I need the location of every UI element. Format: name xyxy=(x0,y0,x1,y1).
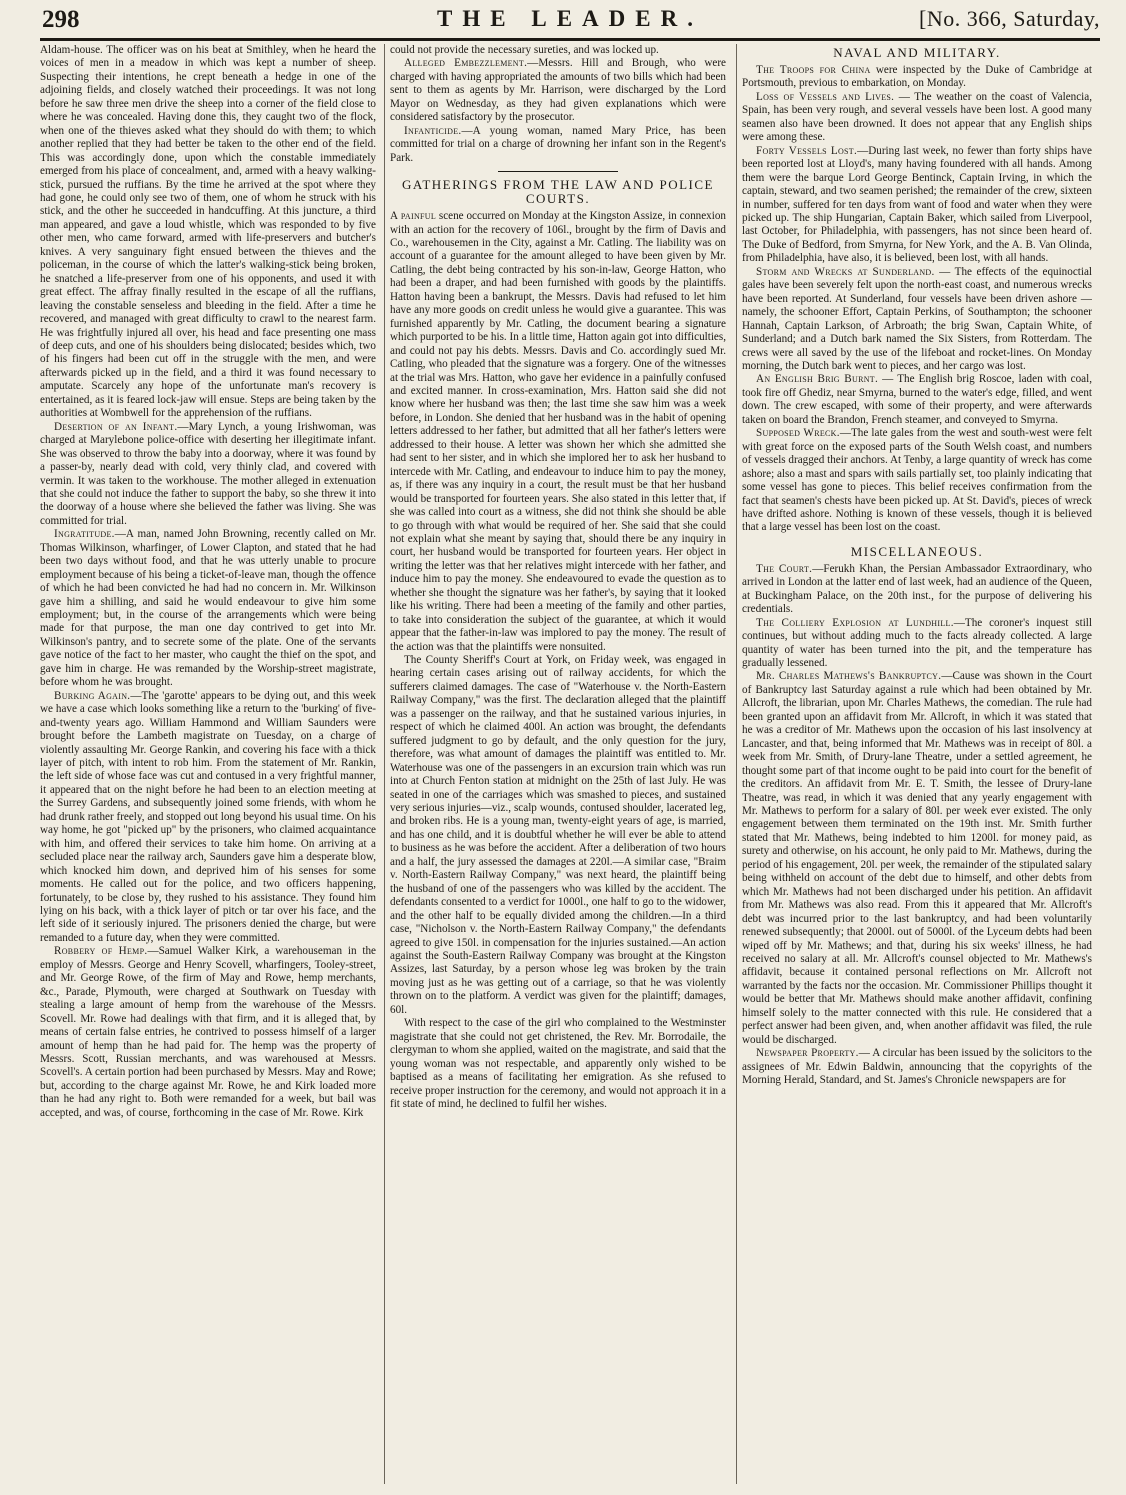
section-divider xyxy=(498,171,618,172)
article-text: —The 'garotte' appears to be dying out, and this week we have a case which looks something like a return to the 'burking' of five-and-twenty years ago. William Hammond and William Saunders were brought before the Lambeth magistrate on Tuesday, on a charge of violently assaulting Mr. George Rankin, and covering his face with a thick layer of pitch, with intent to rob him. From the statement of Mr. Rankin, the left side of whose face was cut and contused in a very frightful manner, it appeared that on the night before he had been to an election meeting at the Surrey Gardens, and subsequently joined some friends, with whom he had drunk rather freely, and stopped out long beyond his usual time. On his way home, he got "picked up" by the prisoners, who claimed acquaintance with him, and offered their services to take him home. On arriving at a secluded place near the railway arch, Saunders gave him a desperate blow, which knocked him down, and deprived him of his senses for some moments. He called out for the police, and two officers happening, fortunately, to be close by, they rushed to his assistance. They found him lying on his back, with a thick layer of pitch or tar over his face, and the left side of it seriously injured. The prisoners denied the charge, but were remanded to a future day, when they were committed. xyxy=(40,689,376,944)
article-lead: Loss of Vessels and Lives. xyxy=(756,90,895,103)
article-lead: Desertion of an Infant. xyxy=(54,420,178,433)
newspaper-title: THE LEADER. xyxy=(437,6,703,31)
article-paragraph xyxy=(40,528,376,689)
article-paragraph xyxy=(390,125,726,165)
column-3 xyxy=(742,44,1092,1484)
article-text: —The coroner's inquest still continues, but without adding much to the facts already collected. A large quantity of water has been turned into the pit, and the temperature has gradually lessened. xyxy=(742,616,1092,670)
article-lead: The Court. xyxy=(756,562,813,575)
article-paragraph xyxy=(390,57,726,124)
column-2 xyxy=(390,44,726,1484)
column-divider xyxy=(736,44,737,1484)
section-heading: NAVAL AND MILITARY. xyxy=(833,45,1001,60)
column-1 xyxy=(40,44,376,1484)
article-text: —Messrs. Hill and Brough, who were charged with having appropriated the amounts of two bills which had been sent to them as agents by Mr. Harrison, were discharged by the Lord Mayor on Wednesday, as they had given explanations which were considered satisfactory by the prosecutor. xyxy=(390,57,726,124)
column-divider xyxy=(384,44,385,1484)
article-paragraph xyxy=(40,690,376,946)
article-text: —Cause was shown in the Court of Bankruptcy last Saturday against a rule which had been obtained by Mr. Allcroft, the librarian, upon Mr. Charles Mathews, the comedian. The rule had been granted upon an affidavit from Mr. Allcroft, in which it was stated that he was a creditor of Mr. Mathews upon the occasion of his last insolvency at Lancaster, and that, being informed that Mr. Mathews was in receipt of 80l. a week from Mr. Smith, of Drury-lane Theatre, under a settled agreement, he thought some part of that income ought to be paid into court for the benefit of the creditors. An affidavit from Mr. E. T. Smith, the lessee of Drury-lane Theatre, was read, in which it was denied that any yearly engagement with Mr. Mathews to perform for a salary of 80l. per week ever existed. The only engagement between them terminated on the 19th inst. Mr. Smith further stated that Mr. Mathews, being indebted to him 1200l. for money paid, as surety and otherwise, on his account, he only paid to Mr. Mathews, during the period of his engagement, 20l. per week, the remainder of the stipulated salary being withheld on account of the debt due to himself, and other debts from which Mr. Mathews had not been discharged under his petition. An affidavit from Mr. Mathews was also read. From this it appeared that Mr. Allcroft's debt was incurred prior to the last bankruptcy, and had been voluntarily renewed subsequently; that 2000l. out of 5000l. of the Lyceum debts had been wiped off by Mr. Mathews; and that, during his six weeks' illness, he had received no salary at all. Mr. Allcroft's counsel objected to Mr. Mathews's affidavit, because it contained personal reflections on Mr. Allcroft not warranted by the facts nor the occasion. Mr. Commissioner Phillips thought it would be better that Mr. Mathews should make another affidavit, confining himself solely to the matter connected with this rule. He considered that a perfect answer had been given, and, when another affidavit was filed, the rule would be discharged. xyxy=(742,670,1092,1046)
article-text: —Samuel Walker Kirk, a warehouseman in the employ of Messrs. George and Henry Scovell, wharfingers, Tooley-street, and Mr. George Rowe, of the firm of May and Rowe, hemp merchants, &c., Parade, Plymouth, were charged at Southwark on Tuesday with stealing a large amount of hemp from the warehouse of the Messrs. Scovell. Mr. Rowe had dealings with that firm, and it is alleged that, by means of certain false entries, he contrived to possess himself of a larger amount of hemp than he had paid for. The hemp was the property of Messrs. Scott, Russian merchants, and was warehoused at Messrs. Scovell's. A certain portion had been purchased by Messrs. May and Rowe; but, according to the charge against Mr. Rowe, he and Kirk loaded more than he had any right to. Both were remanded for a week, but bail was accepted, and was, of course, forthcoming in the case of Mr. Rowe. Kirk xyxy=(40,945,376,1119)
article-lead: The Troops for China xyxy=(756,64,871,76)
article-paragraph: could not provide the necessary sureties, and was locked up. xyxy=(390,44,659,56)
article-paragraph xyxy=(390,210,726,654)
article-paragraph xyxy=(40,421,376,529)
article-paragraph xyxy=(742,145,1092,266)
article-paragraph xyxy=(742,617,1092,671)
article-paragraph xyxy=(742,1047,1092,1087)
article-text: — The weather on the coast of Valencia, Spain, has been very rough, and several vessels have been lost. A good many seamen also have been drowned. It does not appear that any English ships were among these. xyxy=(742,90,1092,144)
article-paragraph: Aldam-house. The officer was on his beat at Smithley, when he heard the voices of men in a meadow in which was kept a number of sheep. Suspecting their intentions, he crept beneath a hedge in one of the adjoining fields, and closely watched their proceedings. It was not long before he saw three men drive the sheep into a corner of the field close to where he was concealed. Having done this, they caught two of the flock, when one of the thieves asked what they should do with them; to which another replied that they had better be taken to the other end of the field. This was accordingly done, upon which the constable immediately emerged from his place of concealment, and, armed with a heavy walking-stick, pursued the ruffians. By the time he arrived at the spot where they had gone, he could only see two of them, one of whom he struck with his stick, and the other he succeeded in handcuffing. At this juncture, a third man appeared, and gave a loud whistle, which was responded to by five other men, who came forward, armed with life-preservers and butcher's knives. A very sanguinary fight ensued between the thieves and the policeman, in the course of which the latter's walking-stick being broken, he snatched a life-preserver from one of his opponents, and used it with great effect. The affray finally resulted in the escape of all the ruffians, leaving the constable senseless and bleeding in the field. After a time he recovered, and managed with great difficulty to crawl to the nearest farm. He was frightfully injured all over, his head and face presenting one mass of deep cuts, and one of his shoulders being dislocated; besides which, two of his fingers had been cut off in the struggle with the men, and were afterwards picked up in the field, and a third it was found necessary to amputate. Scarcely any hope of the unfortunate man's recovery is entertained, as it is feared lock-jaw will ensue. Steps are being taken by the authorities at Wombwell for the apprehension of the ruffians. xyxy=(40,44,376,420)
article-paragraph xyxy=(742,64,1092,91)
article-paragraph xyxy=(742,670,1092,1047)
article-lead: Forty Vessels Lost. xyxy=(756,144,858,157)
article-lead: Burking Again. xyxy=(54,689,131,702)
article-text: —Mary Lynch, a young Irishwoman, was charged at Marylebone police-office with deserting her illegitimate infant. She was observed to throw the baby into a doorway, where it was found by a passer-by, nearly dead with cold, very thinly clad, and covered with vermin. It was taken to the workhouse. The mother alleged in extenuation that she could not induce the father to support the baby, so she threw it into the doorway of a house where she believed the father was living. She was committed for trial. xyxy=(40,420,376,527)
article-text: —A young woman, named Mary Price, has been committed for trial on a charge of drowning her infant son in the Regent's Park. xyxy=(390,124,726,164)
article-text: —A man, named John Browning, recently called on Mr. Thomas Wilkinson, wharfinger, of Lower Clapton, and stated that he had been two days without food, and that he was utterly unable to procure employment because of his being a ticket-of-leave man, though the offence of which he had been convicted he had had no concern in. Mr. Wilkinson gave him a shilling, and said he would endeavour to give him some employment; but, in the course of the arrangements which were being made for that purpose, the man one day contrived to get into Mr. Wilkinson's pantry, and to secrete some of the plate. One of the servants gave notice of the fact to her master, who caught the thief on the spot, and gave him in charge. He was remanded by the Worship-street magistrate, before whom he was brought. xyxy=(40,528,376,689)
masthead xyxy=(40,0,1100,40)
article-paragraph: The County Sheriff's Court at York, on Friday week, was engaged in hearing certain cases arising out of railway accidents, for which the sufferers claimed damages. The case of "Waterhouse v. the North-Eastern Railway Company," was the first. The declaration alleged that the plaintiff was a passenger on the railway, and that he sustained various injuries, in respect of which he claimed 400l. An action was brought, the defendants suffered judgment to go by default, and the only question for the jury, therefore, was what amount of damages the plaintiff was entitled to. Mr. Waterhouse was one of the passengers in an excursion train which was run into at Church Fenton station at midnight on the 25th of last July. He was seated in one of the carriages which was smashed to pieces, and sustained very serious injuries—viz., scalp wounds, contused shoulder, lacerated leg, and broken ribs. He is a young man, twenty-eight years of age, is married, and has one child, and it is doubtful whether he will ever be able to attend to business as he was before the accident. After a deliberation of two hours and a half, the jury assessed the damages at 220l.—A similar case, "Braim v. North-Eastern Railway Company," was next heard, the plaintiff being the husband of one of the passengers who was killed by the accident. The defendants consented to a verdict for 1000l., one half to go to the widower, and the other half to be equally divided among the children.—In a third case, "Nicholson v. the North-Eastern Railway Company," the defendants agreed to give 150l. in compensation for the injuries sustained.—An action against the South-Eastern Railway Company was brought at the Kingston Assizes, last Saturday, by a person whose leg was broken by the train moving just as he was getting out of a carriage, so that he was violently thrown on to the platform. A verdict was given for the plaintiff; damages, 60l. xyxy=(390,654,726,1016)
article-lead: Mr. Charles Mathews's Bankruptcy. xyxy=(756,670,942,683)
page-number: 298 xyxy=(42,6,80,33)
article-lead: Storm and Wrecks at Sunderland. xyxy=(756,265,935,278)
article-paragraph xyxy=(742,563,1092,617)
article-text: scene occurred on Monday at the Kingston Assize, in connexion with an action for the recovery of 106l., brought by the firm of Davis and Co., warehousemen in the City, against a Mr. Catling. The liability was on account of a guarantee for the amount alleged to have been given by Mr. Catling, the debt being contracted by his son-in-law, George Hatton, who had been a draper, and had been furnished with goods by the plaintiffs. Hatton having been a bankrupt, the Messrs. Davis had refused to let him have any more goods on credit unless he would give a guarantee. This was furnished apparently by Mr. Catling, the document bearing a signature which purported to be his. In a little time, Hatton again got into difficulties, and could not pay his debts. Messrs. Davis and Co. accordingly sued Mr. Catling, who pleaded that the signature was a forgery. One of the witnesses at the trial was Mrs. Hatton, who gave her evidence in a painfully confused and excited manner. In cross-examination, Mrs. Hatton said she did not know where her husband was then; the last time she saw him was a week before, in London. She denied that her husband was in the habit of opening letters addressed to her father, but admitted that all her father's letters were addressed to their house. A letter was shown her which she admitted she had sent to her sister, and in which she implored her to ask her husband to intercede with Mr. Catling, and endeavour to induce him to pay the money, as, if there was any inquiry in a court, the result must be that her husband would be transported for fourteen years. She also stated in this letter that, if she was called into court as a witness, she did not think she should be able to go through with what would be required of her. She said that she could not explain what she meant by saying that, should there be any inquiry in court, her husband would be transported for fourteen years. Her object in writing the letter was that her relatives might intercede with her father, and induce him to pay the money. She endeavoured to evade the question as to whether she thought the signature was her father's, by saying that it looked like his writing. There had been a meeting of the family and other parties, to take into consideration the subject of the guarantee, at which it would appear that the father-in-law was implored to pay the money. The result of the action was that the plaintiffs were nonsuited. xyxy=(390,210,726,653)
section-heading: MISCELLANEOUS. xyxy=(850,543,984,559)
article-paragraph xyxy=(742,427,1092,535)
article-lead: Alleged Embezzlement. xyxy=(404,57,528,70)
article-lead: Supposed Wreck. xyxy=(756,427,840,440)
article-lead: Robbery of Hemp. xyxy=(54,945,148,958)
article-lead: Infanticide. xyxy=(404,124,462,137)
article-lead: Newspaper Property. xyxy=(756,1047,859,1060)
article-text: were inspected by the Duke of Cambridge at Portsmouth, previous to embarkation, on Monday. xyxy=(742,64,1092,90)
article-paragraph xyxy=(742,373,1092,427)
article-paragraph xyxy=(742,266,1092,374)
article-lead: A painful xyxy=(390,210,437,223)
article-paragraph: With respect to the case of the girl who complained to the Westminster magistrate that she could not get christened, the Rev. Mr. Borrodaile, the clergyman to whom she applied, waited on the magistrate, and said that the young woman was not respectable, and apparently only wished to be baptised as a means of facilitating her emigration. As she refused to receive proper instruction for the ceremony, and would not approach it in a fit state of mind, he declined to fulfil her wishes. xyxy=(390,1017,726,1110)
article-text: — The effects of the equinoctial gales have been severely felt upon the north-east coast, and numerous wrecks have been reported. At Sunderland, four vessels have been driven ashore — namely, the schooner Effort, Captain Perkins, of Southampton; the schooner Hannah, Captain Larkson, of Arbroath; the brig Swan, Captain White, of Sunderland; and a Dutch bark named the Six Sisters, from Rotterdam. The crews were all saved by the use of the lifeboat and rocket-lines. On Monday morning, the Dutch bark went to pieces, and her cargo was lost. xyxy=(742,265,1092,372)
section-heading: GATHERINGS FROM THE LAW AND POLICE COURTS. xyxy=(401,177,714,207)
article-paragraph xyxy=(40,945,376,1120)
article-text: — The English brig Roscoe, laden with coal, took fire off Ghediz, near Smyrna, burned to the water's edge, filled, and went down. The crew escaped, with some of their property, and were afterwards taken on board the Brandon, French steamer, and conveyed to Smyrna. xyxy=(742,373,1092,426)
issue-label: [No. 366, Saturday, xyxy=(919,6,1100,31)
article-lead: The Colliery Explosion at Lundhill. xyxy=(756,616,954,629)
article-lead: An English Brig Burnt. xyxy=(756,373,879,386)
article-text: —Ferukh Khan, the Persian Ambassador Extraordinary, who arrived in London at the latter end of last week, had an audience of the Queen, at Buckingham Palace, on the 20th inst., for the purpose of delivering his credentials. xyxy=(742,562,1092,616)
article-paragraph xyxy=(742,91,1092,145)
article-text: — A circular has been issued by the solicitors to the assignees of Mr. Edwin Baldwin, announcing that the copyrights of the Morning Herald, Standard, and St. James's Chronicle newspapers are for xyxy=(742,1047,1092,1087)
article-lead: Ingratitude. xyxy=(54,528,115,541)
article-text: —During last week, no fewer than forty ships have been reported lost at Lloyd's, many having foundered with all hands. Among them were the barque Lord George Bentinck, Captain Irving, in which the captain, steward, and two seamen perished; the remainder of the crew, sixteen in number, suffered for ten days from want of food and water when they were picked up. The ship Hungarian, Captain Baker, which sailed from Liverpool, last October, for Philadelphia, with passengers, has not since been heard of. The Duke of Bedford, from Smyrna, for New York, and the A. B. Van Olinda, from Philadelphia, have also, it is believed, been lost, with all hands. xyxy=(742,144,1092,265)
masthead-rule xyxy=(40,38,1100,41)
article-text: —The late gales from the west and south-west were felt with great force on the exposed parts of the South Welsh coast, and numbers of vessels dragged their anchors. At Tenby, a large quantity of wreck has come ashore; also a mast and spars with sails partially set, too plainly indicating that some vessel has gone to pieces. This belief receives confirmation from the fact that seamen's chests have been picked up. At St. David's, pieces of wreck have drifted ashore. Nothing is known of these vessels, though it is believed that a large vessel has been lost on the coast. xyxy=(742,427,1092,534)
